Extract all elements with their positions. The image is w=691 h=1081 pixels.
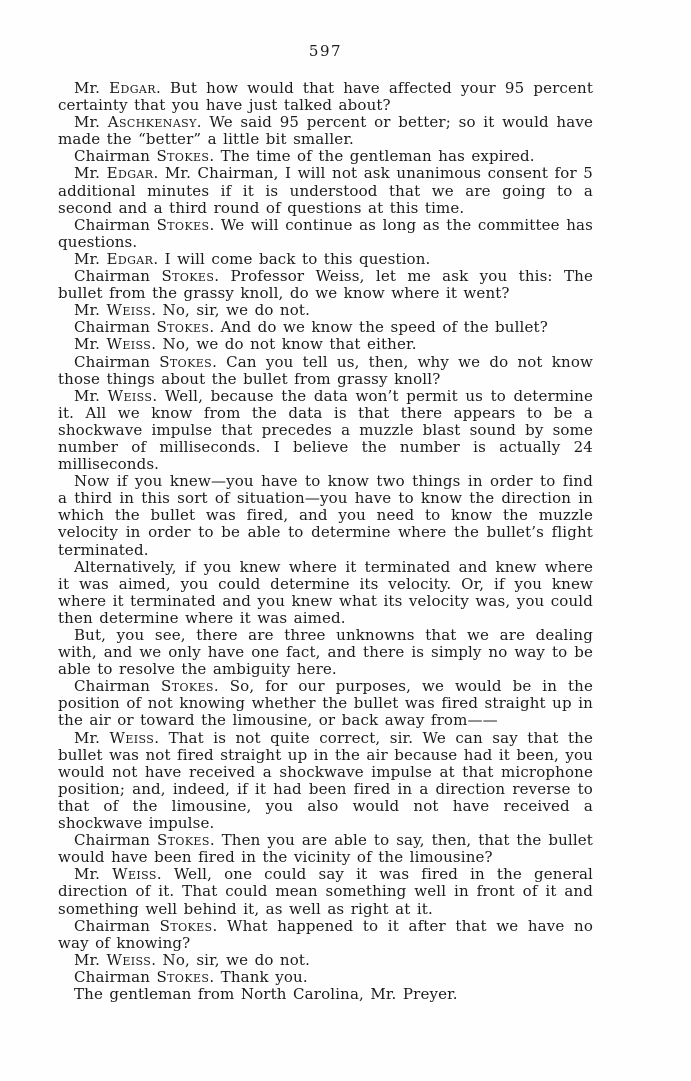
paragraph-text: That is not quite correct, sir. We can say that the bullet was not fired straight up in the air because had it been, you would not have received a shockwave impulse at that microphone position; and, indeed, if it had been fired in a direction reverse to that of the limousine, you also would not have received a shockwave impulse.: [58, 728, 593, 833]
speaker-prefix: Mr.: [74, 164, 107, 183]
speaker-label: [74, 267, 231, 285]
speaker-label: [74, 113, 209, 131]
speaker-period: .: [154, 728, 169, 747]
paragraph-text: Now if you knew—you have to know two things in order to find a third in this sort of situation—you have to know the direction in which the bullet was fired, and you need to know the muzzle velocity in order to be able to determine where the bullet’s flight terminated.: [58, 472, 593, 559]
paragraph-text: Then you are able to say, then, that the bullet would have been fired in the vicinity of the limousine?: [58, 831, 593, 867]
transcript-paragraph: [58, 165, 593, 216]
speaker-prefix: Mr.: [74, 79, 110, 97]
speaker-label: [74, 917, 227, 935]
paragraph-text: Professor Weiss, let me ask you this: The bullet from the grassy knoll, do we know where it went?: [58, 267, 593, 303]
paragraph-text: Mr. Chairman, I will not ask unanimous consent for 5 additional minutes if it is understood that we are going to a second and a third round of questions at this time.: [58, 164, 593, 217]
speaker-prefix: Chairman: [74, 677, 162, 696]
speaker-prefix: Chairman: [74, 267, 162, 286]
speaker-prefix: Mr.: [74, 113, 108, 132]
paragraph-text: No, we do not know that either.: [162, 335, 417, 354]
speaker-label: [74, 335, 163, 353]
speaker-period: .: [151, 950, 163, 969]
speaker-name: Edgar: [109, 79, 156, 97]
speaker-period: .: [214, 267, 231, 286]
speaker-name: Weiss: [106, 335, 152, 354]
transcript-paragraph: [58, 832, 593, 866]
paragraph-text: Thank you.: [220, 967, 308, 986]
speaker-prefix: Mr.: [74, 950, 107, 969]
speaker-name: Edgar: [106, 164, 154, 183]
speaker-label: [74, 865, 174, 883]
speaker-label: [74, 831, 222, 849]
transcript-body: [58, 80, 593, 1003]
speaker-period: .: [209, 215, 221, 234]
speaker-label: [74, 951, 163, 969]
paragraph-text: But, you see, there are three unknowns that we are dealing with, and we only have one fact, and there is simply no way to be able to resolve the ambiguity here.: [58, 626, 593, 679]
speaker-name: Stokes: [156, 831, 210, 850]
transcript-paragraph: [58, 866, 593, 917]
speaker-period: .: [151, 301, 163, 320]
transcript-paragraph: [58, 336, 593, 353]
paragraph-text: The time of the gentleman has expired.: [220, 147, 535, 166]
transcript-paragraph: [58, 952, 593, 969]
speaker-label: [74, 318, 221, 336]
speaker-label: [74, 250, 165, 268]
transcript-paragraph: [58, 730, 593, 833]
speaker-name: Stokes: [156, 318, 210, 337]
speaker-name: Stokes: [156, 967, 210, 986]
speaker-prefix: Mr.: [74, 301, 107, 320]
speaker-name: Edgar: [106, 249, 154, 268]
speaker-name: Stokes: [156, 147, 210, 166]
speaker-prefix: Chairman: [74, 318, 157, 337]
speaker-label: [74, 164, 165, 182]
speaker-prefix: Mr.: [74, 335, 107, 354]
speaker-prefix: Chairman: [74, 147, 157, 166]
speaker-name: Weiss: [112, 865, 157, 884]
paragraph-text: The gentleman from North Carolina, Mr. Preyer.: [74, 984, 458, 1003]
speaker-prefix: Chairman: [74, 916, 160, 935]
speaker-name: Stokes: [161, 677, 214, 696]
paragraph-text: What happened to it after that we have no way of knowing?: [58, 916, 593, 952]
transcript-paragraph: [58, 473, 593, 558]
speaker-period: .: [213, 677, 230, 696]
paragraph-text: No, sir, we do not.: [162, 950, 311, 969]
transcript-paragraph: [58, 80, 593, 114]
transcript-paragraph: [58, 918, 593, 952]
speaker-period: .: [196, 113, 210, 132]
speaker-prefix: Chairman: [74, 967, 157, 986]
transcript-paragraph: [58, 217, 593, 251]
transcript-paragraph: [58, 302, 593, 319]
transcript-paragraph: [58, 969, 593, 986]
speaker-period: .: [153, 164, 165, 183]
transcript-paragraph: [58, 986, 593, 1003]
transcript-paragraph: [58, 251, 593, 268]
speaker-period: .: [151, 335, 163, 354]
paragraph-text: Well, one could say it was fired in the general direction of it. That could mean something well in front of it and something well behind it, as well as right at it.: [58, 865, 593, 918]
speaker-label: [74, 729, 169, 747]
speaker-name: Stokes: [159, 916, 213, 935]
speaker-name: Aschkenasy: [107, 113, 197, 132]
speaker-label: [74, 677, 230, 695]
transcript-paragraph: [58, 114, 593, 148]
transcript-paragraph: [58, 148, 593, 165]
speaker-prefix: Chairman: [74, 352, 160, 371]
transcript-paragraph: [58, 388, 593, 473]
speaker-name: Weiss: [106, 950, 152, 969]
speaker-prefix: Chairman: [74, 215, 157, 234]
speaker-prefix: Mr.: [74, 249, 107, 268]
speaker-name: Stokes: [156, 215, 210, 234]
paragraph-text: Alternatively, if you knew where it terminated and knew where it was aimed, you could determine its velocity. Or, if you knew where it terminated and you knew what its velocity was, you could then determine where it was aimed.: [58, 557, 593, 627]
speaker-name: Weiss: [109, 728, 155, 747]
speaker-period: .: [156, 865, 174, 884]
paragraph-text: We said 95 percent or better; so it would have made the “better” a little bit smaller.: [58, 113, 593, 149]
paragraph-text: Can you tell us, then, why we do not know those things about the bullet from grassy knoll?: [58, 352, 594, 388]
paragraph-text: So, for our purposes, we would be in the position of not knowing whether the bullet was fired straight up in the air or toward the limousine, or back away from——: [58, 677, 594, 730]
paragraph-text: We will continue as long as the committee has questions.: [58, 215, 593, 251]
paragraph-text: And do we know the speed of the bullet?: [220, 318, 548, 337]
speaker-label: [74, 79, 170, 97]
speaker-name: Weiss: [106, 301, 152, 320]
speaker-period: .: [209, 831, 222, 850]
speaker-period: .: [153, 249, 165, 268]
speaker-period: .: [155, 79, 170, 97]
speaker-period: .: [209, 318, 221, 337]
speaker-prefix: Mr.: [74, 728, 110, 747]
speaker-label: [74, 301, 163, 319]
speaker-prefix: Mr.: [74, 386, 108, 405]
speaker-name: Weiss: [107, 386, 153, 405]
transcript-paragraph: [58, 627, 593, 678]
speaker-name: Stokes: [159, 352, 213, 371]
paragraph-text: But how would that have affected your 95 percent certainty that you have just talked about?: [58, 79, 593, 115]
speaker-name: Stokes: [161, 267, 215, 286]
paragraph-text: I will come back to this question.: [164, 249, 431, 268]
speaker-period: .: [212, 916, 228, 935]
page-number: 597: [308, 42, 343, 60]
transcript-paragraph: [58, 319, 593, 336]
speaker-prefix: Mr.: [74, 865, 113, 884]
speaker-period: .: [212, 352, 227, 371]
speaker-period: .: [209, 967, 221, 986]
speaker-label: [74, 147, 221, 165]
speaker-label: [74, 387, 165, 405]
transcript-paragraph: [58, 268, 593, 302]
speaker-prefix: Chairman: [74, 831, 157, 850]
speaker-label: [74, 968, 221, 986]
transcript-paragraph: [58, 354, 593, 388]
transcript-paragraph: [58, 678, 593, 729]
speaker-label: [74, 353, 226, 371]
speaker-period: .: [152, 386, 165, 405]
speaker-period: .: [209, 147, 221, 166]
paragraph-text: No, sir, we do not.: [162, 301, 311, 320]
paragraph-text: Well, because the data won’t permit us to determine it. All we know from the data is that there appears to be a shockwave impulse that precedes a muzzle blast sound by some number of milliseconds. I believe the number is actually 24 milliseconds.: [58, 386, 593, 474]
transcript-paragraph: [58, 559, 593, 627]
speaker-label: [74, 216, 221, 234]
